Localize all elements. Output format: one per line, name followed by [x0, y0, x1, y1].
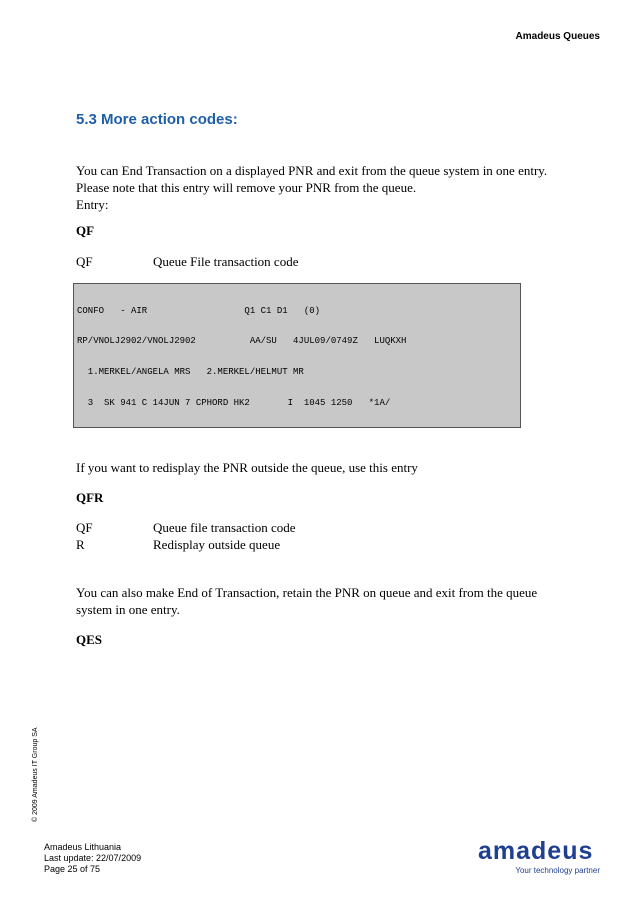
intro-line: Entry:: [76, 197, 109, 212]
logo-wordmark: amadeus: [478, 837, 594, 865]
code-description: Queue File transaction code: [153, 254, 299, 269]
section-title: 5.3 More action codes:: [76, 111, 238, 128]
copyright-notice: © 2009 Amadeus IT Group SA: [32, 727, 39, 822]
footer-company: Amadeus Lithuania: [44, 842, 122, 852]
terminal-screen: [73, 283, 521, 428]
retain-paragraph: [76, 584, 576, 618]
retain-command: QES: [76, 632, 103, 647]
code-label: QF: [76, 254, 93, 269]
code-label: R: [76, 537, 85, 552]
terminal-line: RP/VNOLJ2902/VNOLJ2902 AA/SU 4JUL09/0749Z LUQKXH: [77, 336, 407, 347]
retain-line: You can also make End of Transaction, retain the PNR on queue and exit from the queue: [76, 585, 538, 600]
code-row: [76, 537, 280, 553]
amadeus-logo: [478, 838, 606, 882]
code-label: QF: [76, 520, 93, 535]
footer-page-number: Page 25 of 75: [44, 864, 101, 874]
code-description: Queue file transaction code: [153, 520, 296, 535]
intro-line: You can End Transaction on a displayed PNR and exit from the queue system in one entry.: [76, 163, 548, 178]
intro-line: Please note that this entry will remove your PNR from the queue.: [76, 180, 417, 195]
logo-tagline: Your technology partner: [515, 866, 600, 875]
terminal-line: CONFO - AIR Q1 C1 D1 (0): [77, 305, 321, 316]
entry-command: QF: [76, 223, 95, 238]
footer: [44, 842, 141, 875]
document-header: Amadeus Queues: [515, 31, 600, 42]
terminal-line: 3 SK 941 C 14JUN 7 CPHORD HK2 I 1045 1250 *1A/: [77, 398, 391, 409]
code-row: [76, 520, 296, 536]
code-description: Redisplay outside queue: [153, 537, 281, 552]
terminal-line: 1.MERKEL/ANGELA MRS 2.MERKEL/HELMUT MR: [77, 367, 304, 378]
intro-paragraph: [76, 162, 576, 213]
redisplay-command: QFR: [76, 490, 104, 505]
code-row: [76, 254, 298, 270]
redisplay-text: If you want to redisplay the PNR outside the queue, use this entry: [76, 460, 418, 475]
footer-last-update: Last update: 22/07/2009: [44, 853, 142, 863]
retain-line: system in one entry.: [76, 602, 180, 617]
